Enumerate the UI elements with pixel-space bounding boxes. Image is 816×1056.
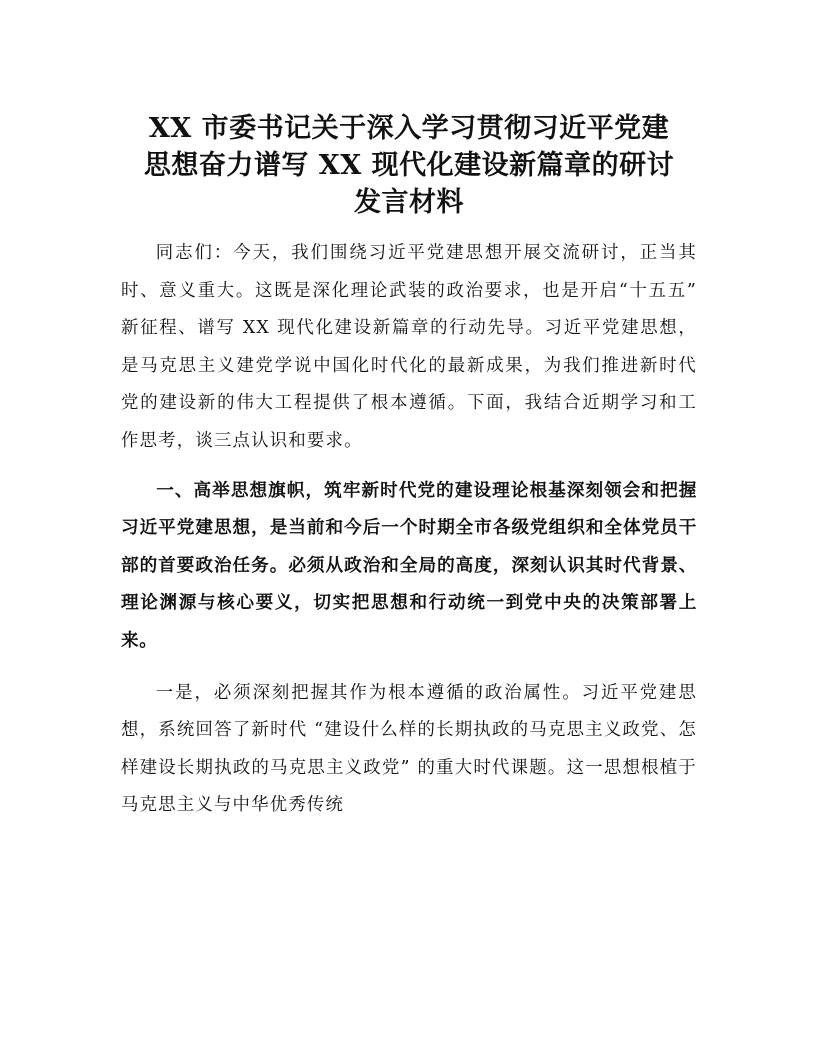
document-title xyxy=(121,110,697,221)
body-paragraph: 一是，必须深刻把握其作为根本遵循的政治属性。习近平党建思想，系统回答了新时代 “建设什么样的长期执政的马克思主义政党、怎样建设长期执政的马克思主义政党” 的重大时代课题。这一思想根植于马克思主义与中华优秀传统 xyxy=(121,682,697,816)
document-page xyxy=(121,110,697,837)
opening-paragraph: 同志们：今天，我们围绕习近平党建思想开展交流研讨，正当其时、意义重大。这既是深化理论武装的政治要求，也是开启“十五五” 新征程、谱写 XX 现代化建设新篇章的行动先导。习近平党建思想，是马克思主义建党学说中国化时代化的最新成果，为我们推进新时代党的建设新的伟大工程提供了根本遵循。下面，我结合近期学习和工作思考，谈三点认识和要求。 xyxy=(121,243,697,451)
section-heading-paragraph: 一、高举思想旗帜，筑牢新时代党的建设理论根基深刻领会和把握习近平党建思想，是当前和今后一个时期全市各级党组织和全体党员干部的首要政治任务。必须从政治和全局的高度，深刻认识其时代背景、理论渊源与核心要义，切实把思想和行动统一到党中央的决策部署上来。 xyxy=(121,480,697,651)
title-line: 发言材料 xyxy=(354,187,464,218)
title-line: XX 市委书记关于深入学习贯彻习近平党建 xyxy=(148,113,670,144)
title-line: 思想奋力谱写 XX 现代化建设新篇章的研讨 xyxy=(143,150,675,181)
